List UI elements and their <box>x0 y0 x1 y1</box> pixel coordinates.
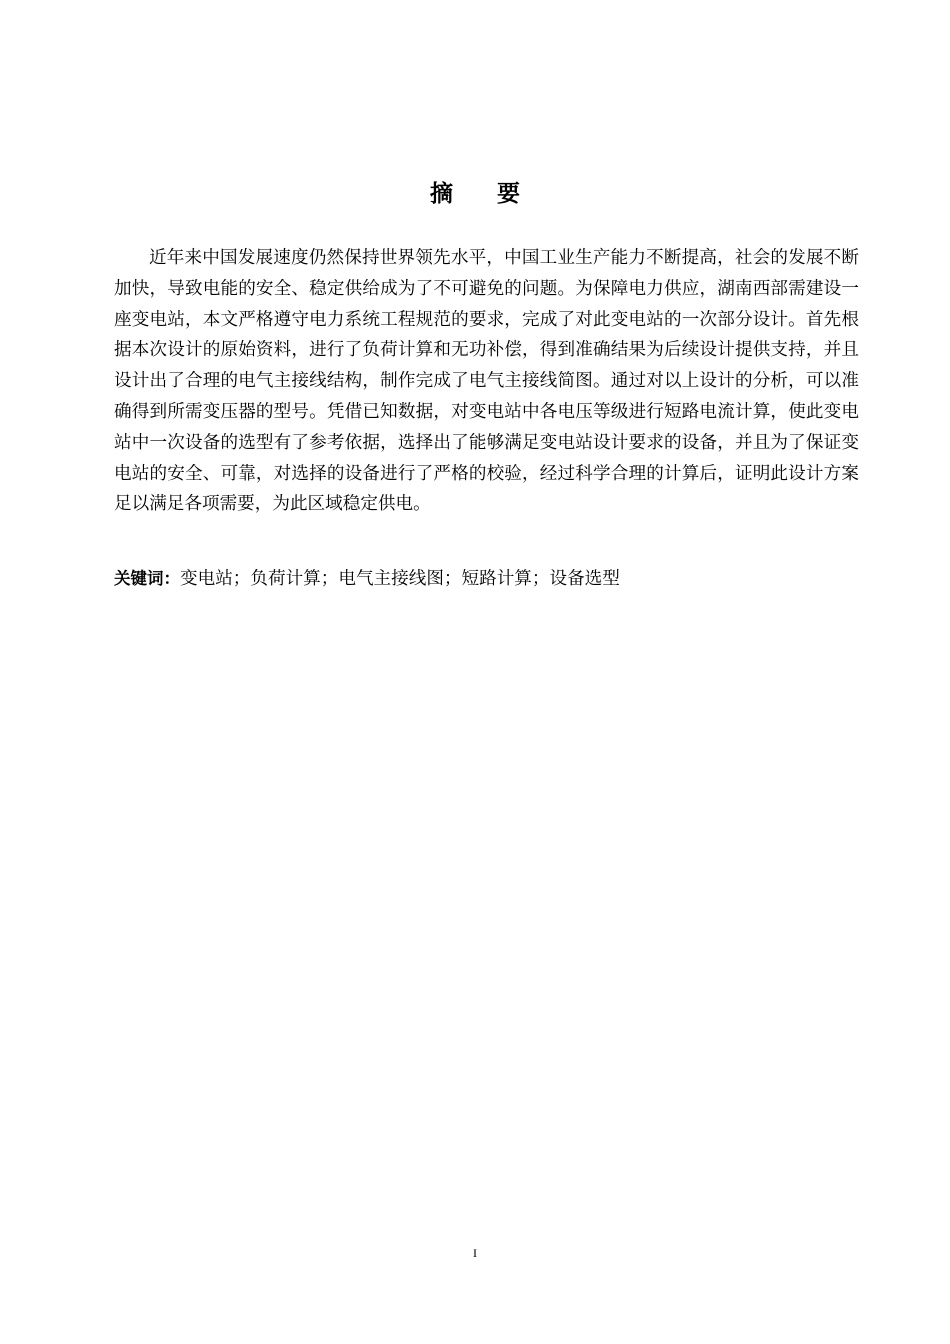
keywords-line <box>114 564 859 594</box>
keywords-list: 变电站；负荷计算；电气主接线图；短路计算；设备选型 <box>180 569 620 589</box>
page-number: I <box>473 1246 477 1260</box>
keywords-label: 关键词： <box>114 569 180 588</box>
abstract-paragraph: 近年来中国发展速度仍然保持世界领先水平，中国工业生产能力不断提高，社会的发展不断加快，导致电能的安全、稳定供给成为了不可避免的问题。为保障电力供应，湖南西部需建设一座变电站，本文严格遵守电力系统工程规范的要求，完成了对此变电站的一次部分设计。首先根据本次设计的原始资料，进行了负荷计算和无功补偿，得到准确结果为后续设计提供支持，并且设计出了合理的电气主接线结构，制作完成了电气主接线简图。通过对以上设计的分析，可以准确得到所需变压器的型号。凭借已知数据，对变电站中各电压等级进行短路电流计算，使此变电站中一次设备的选型有了参考依据，选择出了能够满足变电站设计要求的设备，并且为了保证变电站的安全、可靠，对选择的设备进行了严格的校验，经过科学合理的计算后，证明此设计方案足以满足各项需要，为此区域稳定供电。 <box>114 248 859 515</box>
abstract-title: 摘要 <box>430 181 564 207</box>
